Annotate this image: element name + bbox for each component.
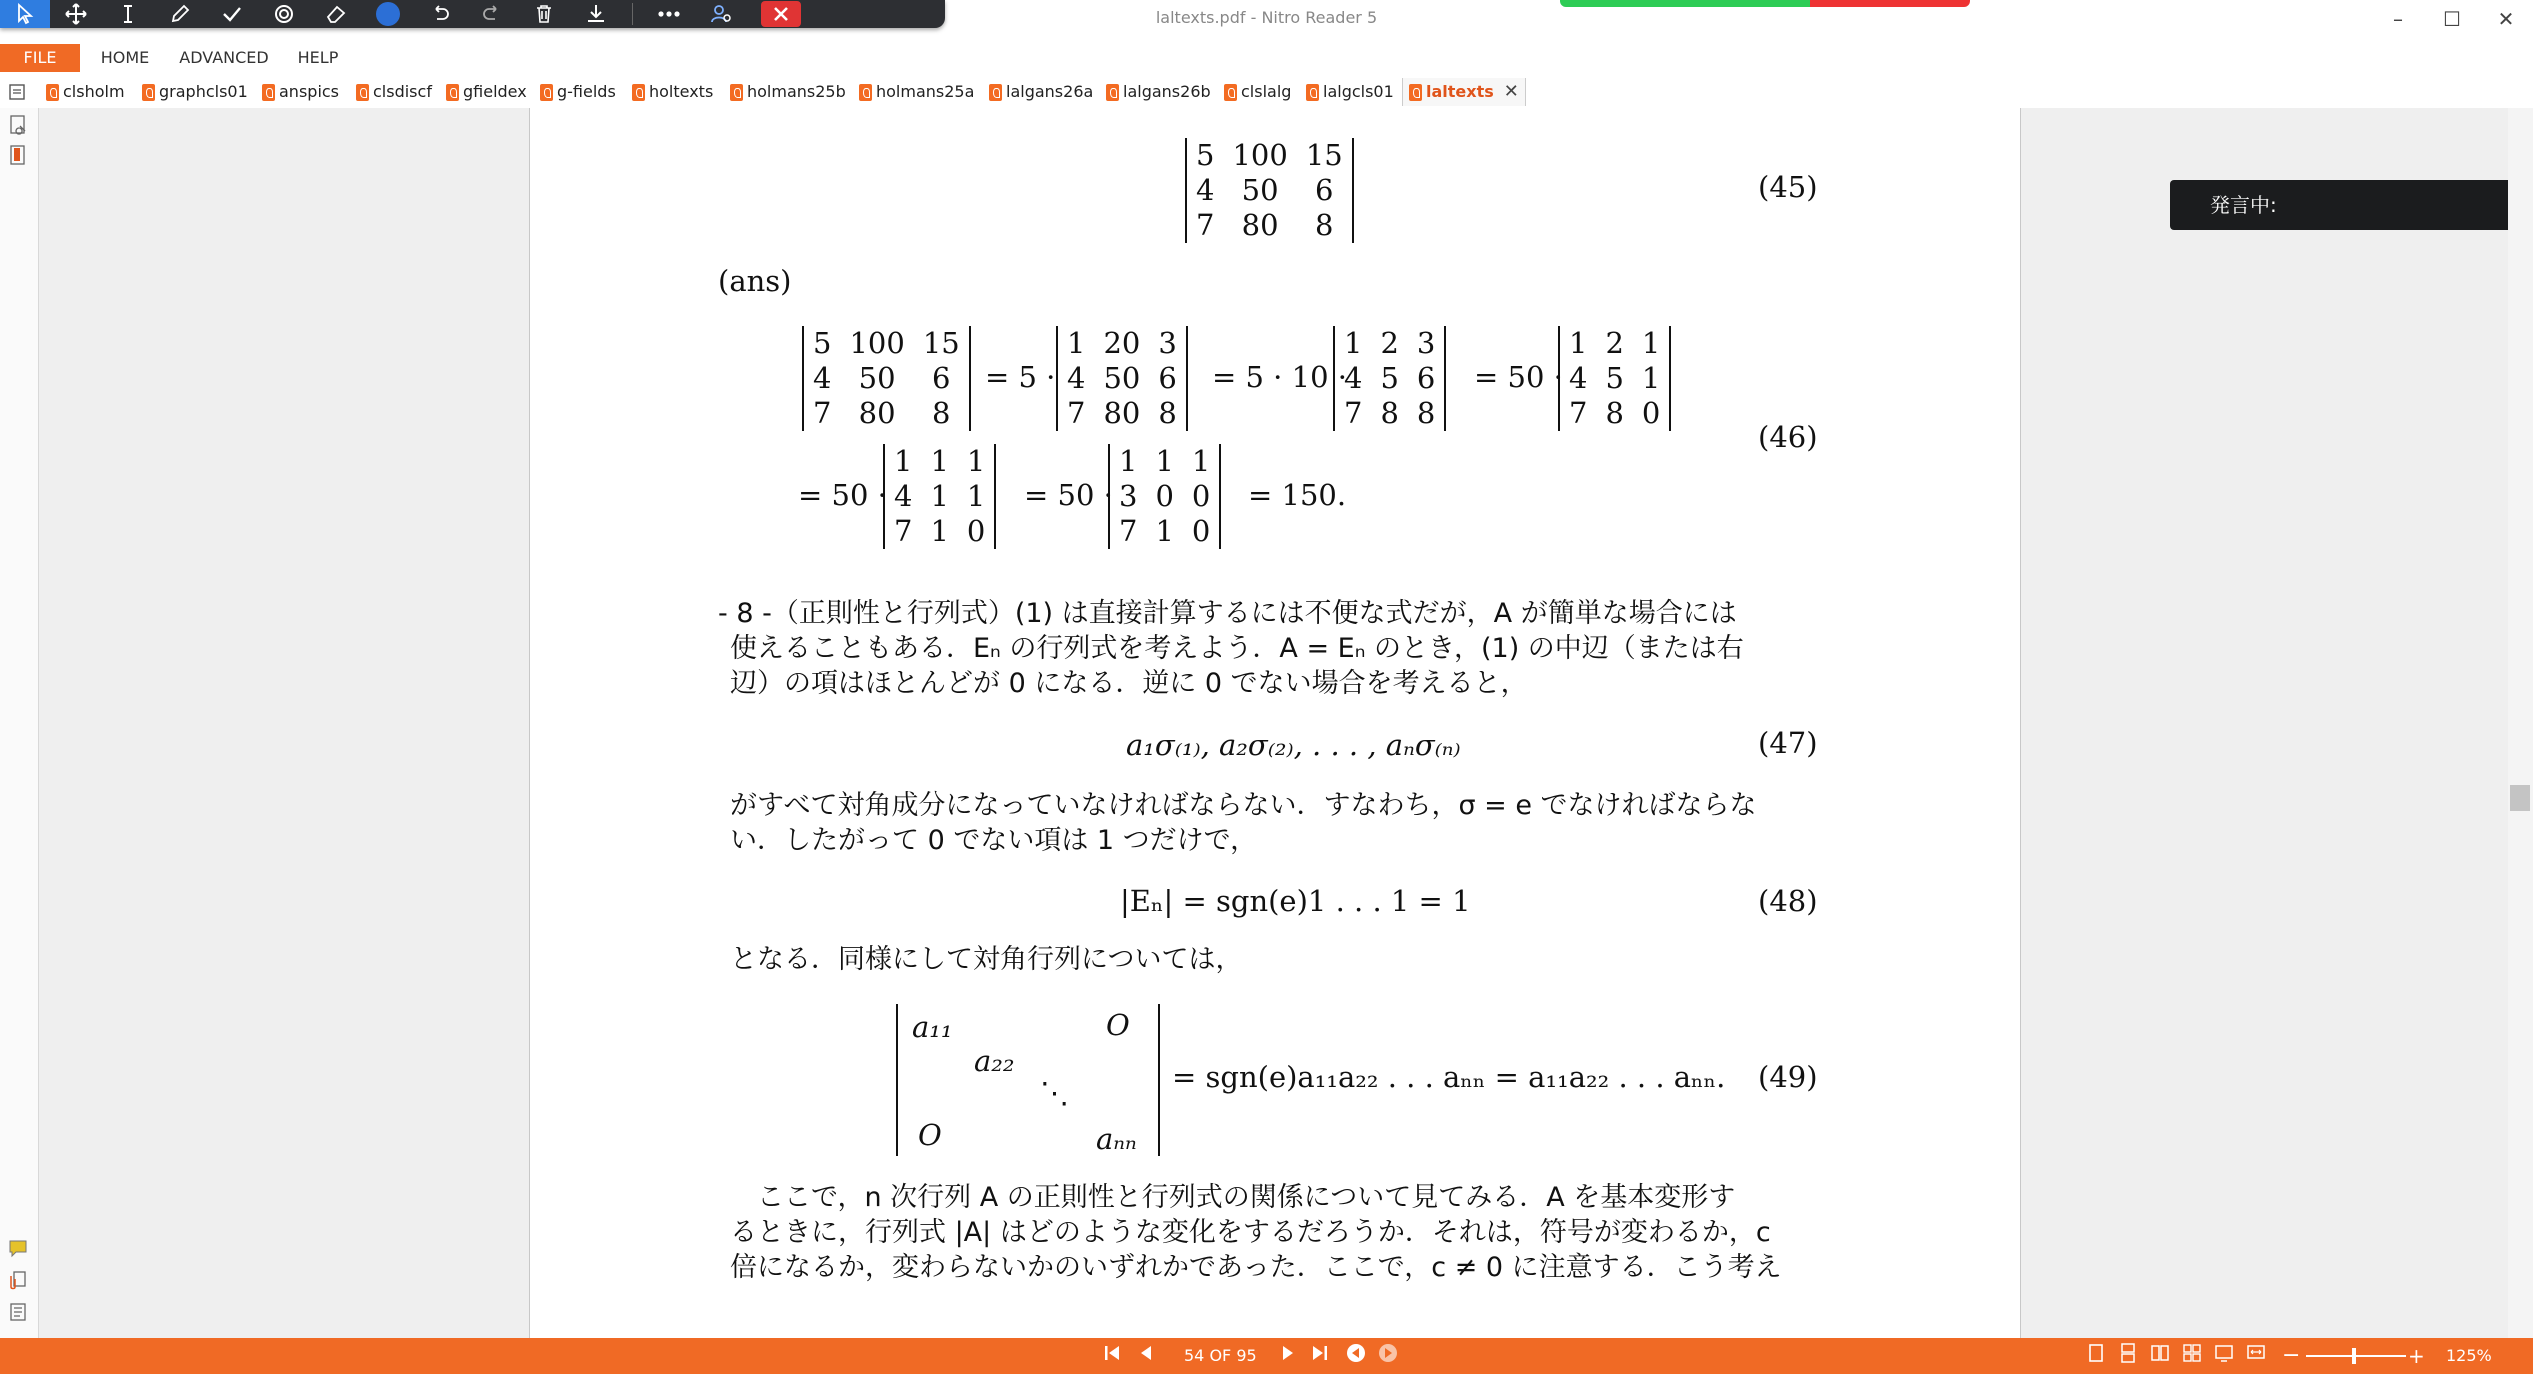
annotation-toolbar [0,0,945,28]
matrix-cell: 5 [1380,361,1399,395]
bookmarks-panel-icon[interactable] [8,144,28,164]
check-icon[interactable] [206,0,258,28]
zoom-slider[interactable] [2306,1355,2406,1357]
matrix-cell: 6 [1315,173,1334,207]
equation-48: |Eₙ| = sgn(e)1 . . . 1 = 1 [1120,884,1471,918]
tab-g-fields[interactable] [540,78,616,106]
determinant-m6 [1108,444,1221,549]
matrix-cell: 1 [930,514,949,548]
pan-icon[interactable] [50,0,102,28]
pdf-icon [632,84,645,101]
matrix-cell: 5 [813,326,832,360]
matrix-cell: 3 [1158,326,1177,360]
pdf-icon [142,84,155,101]
menu-help[interactable]: HELP [297,48,339,67]
tab-laltexts[interactable] [1402,78,1526,106]
diagonal-determinant [896,1004,1160,1156]
speaking-indicator: 発言中: [2170,180,2512,230]
equation-47: a₁σ₍₁₎, a₂σ₍₂₎, . . . , aₙσ₍ₙ₎ [1126,728,1461,762]
pdf-icon [1409,84,1422,101]
matrix-cell: 6 [1158,361,1177,395]
equation-number-49: (49) [1758,1060,1818,1094]
left-panel [0,108,39,1338]
pdf-icon [989,84,1002,101]
matrix-cell: 1 [894,444,913,478]
tab-label: graphcls01 [159,82,248,101]
matrix-cell: 1 [1155,444,1174,478]
matrix-cell: 4 [1344,361,1363,395]
tab-graphcls01[interactable] [142,78,248,106]
determinant-m4 [1558,326,1671,431]
tab-holtexts[interactable] [632,78,713,106]
matrix-cell: 50 [1241,173,1279,207]
tab-lalgcls01[interactable] [1306,78,1394,106]
tab-label: holtexts [649,82,714,101]
matrix-cell: 80 [1241,208,1279,242]
ribbon-menu [0,44,2533,72]
tab-lalgans26a[interactable] [989,78,1093,106]
pdf-icon [1106,84,1119,101]
tab-label: clsdiscf [373,82,432,101]
continuous-view-icon[interactable] [2114,1342,2142,1370]
matrix-cell: 8 [1315,208,1334,242]
equation-operator: = 50 · [1474,360,1563,394]
tab-holmans25a[interactable] [859,78,974,106]
matrix-cell: 7 [1196,208,1215,242]
diag-a22: a₂₂ [974,1044,1015,1078]
determinant-m1 [802,326,971,431]
text-cursor-icon[interactable] [102,0,154,28]
matrix-cell: 1 [966,479,986,513]
redo-icon[interactable] [466,0,518,28]
zoom-out-button[interactable]: − [2282,1343,2301,1368]
matrix-cell: 0 [966,514,986,548]
tab-label: laltexts [1426,82,1494,101]
window-title: laltexts.pdf - Nitro Reader 5 [1155,8,1378,27]
undo-icon[interactable] [414,0,466,28]
tab-clsholm[interactable] [46,78,125,106]
matrix-cell: 50 [1103,361,1141,395]
pdf-icon [540,84,553,101]
equation-number-45: (45) [1758,170,1818,204]
fit-width-icon[interactable] [2242,1342,2270,1370]
document-viewer [39,108,2519,1338]
matrix-cell: 1 [1119,444,1138,478]
pdf-icon [46,84,59,101]
matrix-cell: 1 [930,479,949,513]
tab-close-icon[interactable]: ✕ [1503,81,1519,102]
tab-anspics[interactable] [262,78,339,106]
matrix-cell: 1 [1155,514,1174,548]
minimize-button[interactable]: – [2393,7,2403,31]
equation-number-46: (46) [1758,420,1818,454]
ans-label: (ans) [718,264,792,298]
single-page-view-icon[interactable] [2082,1342,2110,1370]
matrix-cell: 4 [1196,173,1215,207]
tab-lalgans26b[interactable] [1106,78,1211,106]
matrix-cell: 4 [1569,361,1588,395]
matrix-cell: 1 [930,444,949,478]
pages-panel-icon[interactable] [8,114,28,134]
matrix-cell: 0 [1191,479,1211,513]
tab-label: clsholm [63,82,125,101]
menu-file[interactable]: FILE [0,44,80,72]
matrix-cell: 7 [894,514,913,548]
color-icon[interactable] [362,0,414,28]
paragraph-line: るときに，行列式 |A| はどのような変化をするだろうか．それは，符号が変わるか，c [730,1217,1771,1248]
matrix-cell: 7 [1344,396,1363,430]
toolbar-divider [632,3,633,25]
matrix-cell: 100 [849,326,905,360]
zoom-slider-thumb[interactable] [2352,1348,2356,1364]
fit-page-icon[interactable] [2210,1342,2238,1370]
matrix-cell: 80 [858,396,896,430]
matrix-cell: 1 [1569,326,1588,360]
determinant-m2 [1056,326,1188,431]
matrix-cell: 1 [966,444,986,478]
tab-label: clslalg [1241,82,1292,101]
matrix-cell: 1 [1191,444,1211,478]
matrix-cell: 80 [1103,396,1141,430]
matrix-cell: 4 [813,361,832,395]
next-page-icon[interactable] [1274,1342,1302,1370]
matrix-cell: 8 [1416,396,1436,430]
tab-holmans25b[interactable] [730,78,846,106]
matrix-cell: 6 [932,361,951,395]
matrix-cell: 0 [1641,396,1661,430]
facing-view-icon[interactable] [2146,1342,2174,1370]
matrix-cell: 8 [1605,396,1624,430]
matrix-cell: 0 [1155,479,1174,513]
save-icon[interactable] [570,0,622,28]
paragraph-line: - 8 -（正則性と行列式）(1) は直接計算するには不便な式だが，A が簡単な場合には [718,598,1737,629]
matrix-cell: 100 [1232,138,1288,172]
paragraph-line: 辺）の項はほとんどが 0 になる．逆に 0 でない場合を考えると， [730,668,1528,699]
eraser-icon[interactable] [310,0,362,28]
pdf-icon [730,84,743,101]
delete-icon[interactable] [518,0,570,28]
tab-label: g-fields [557,82,616,101]
tab-label: lalgans26a [1006,82,1094,101]
close-icon[interactable] [761,1,801,27]
tab-label: lalgcls01 [1323,82,1394,101]
tab-label: gfieldex [463,82,527,101]
tab-clslalg[interactable] [1224,78,1291,106]
document-tabs [0,72,2533,109]
matrix-cell: 3 [1119,479,1138,513]
equation-49-rhs: = sgn(e)a₁₁a₂₂ . . . aₙₙ = a₁₁a₂₂ . . . aₙₙ. [1172,1060,1726,1094]
matrix-cell: 4 [1067,361,1086,395]
equation-result: = 150. [1248,478,1347,512]
status-bar [0,1338,2533,1374]
comments-panel-icon[interactable] [8,1238,28,1258]
previous-page-icon[interactable] [1132,1342,1160,1370]
pdf-icon [446,84,459,101]
tab-label: holmans25a [876,82,975,101]
matrix-cell: 20 [1103,326,1141,360]
matrix-cell: 15 [922,326,960,360]
matrix-cell: 1 [1344,326,1363,360]
matrix-cell: 7 [1569,396,1588,430]
equation-operator: = 5 · [985,360,1056,394]
matrix-cell: 2 [1605,326,1624,360]
output-panel-icon[interactable] [8,1302,28,1322]
tab-gfieldex[interactable] [446,78,527,106]
diag-a11: a₁₁ [912,1010,953,1044]
matrix-cell: 7 [1067,396,1086,430]
last-page-icon[interactable] [1306,1342,1334,1370]
tab-label: holmans25b [747,82,846,101]
attachments-panel-icon[interactable] [8,1270,28,1290]
stamp-icon[interactable] [258,0,310,28]
pdf-icon [1224,84,1237,101]
matrix-cell: 1 [1067,326,1086,360]
scrollbar-thumb[interactable] [2510,785,2530,811]
close-window-button[interactable]: ✕ [2497,7,2515,31]
matrix-cell: 6 [1416,361,1436,395]
call-status-bar [1560,0,1970,7]
pdf-page [529,108,2021,1338]
zoom-in-button[interactable]: + [2408,1344,2425,1368]
paragraph-line: となる．同様にして対角行列については， [730,944,1243,975]
equation-operator: = 50 · [798,478,887,512]
matrix-cell: 15 [1305,138,1343,172]
equation-number-48: (48) [1758,884,1818,918]
matrix-cell: 4 [894,479,913,513]
menu-home[interactable]: HOME [100,48,150,67]
select-icon[interactable] [0,0,50,28]
first-page-icon[interactable] [1098,1342,1126,1370]
upper-zero-block: O [1106,1008,1130,1042]
equation-operator: = 5 · 10 · [1212,360,1347,394]
pdf-icon [262,84,275,101]
determinant-m5 [883,444,996,549]
equation-number-47: (47) [1758,726,1818,760]
matrix-cell: 2 [1380,326,1399,360]
matrix-cell: 1 [1641,326,1661,360]
matrix-cell: 8 [1380,396,1399,430]
paragraph-line: ここで，n 次行列 A の正則性と行列式の関係について見てみる．A を基本変形す [730,1182,1736,1213]
determinant-eq45 [1185,138,1354,243]
tab-list-icon[interactable] [8,78,26,106]
more-icon[interactable] [643,0,695,28]
matrix-cell: 0 [1191,514,1211,548]
menu-advanced[interactable]: ADVANCED [179,48,269,67]
pdf-icon [859,84,872,101]
paragraph-line: 使えることもある．Eₙ の行列式を考えよう．A = Eₙ のとき，(1) の中辺（または右 [730,633,1744,664]
matrix-cell: 8 [1158,396,1177,430]
user-settings-icon[interactable] [695,0,747,28]
paragraph-line: 倍になるか，変わらないかのいずれかであった．ここで，c ≠ 0 に注意する．こう考え [730,1252,1782,1283]
next-view-icon[interactable] [1374,1342,1402,1370]
diag-ddots: ⋱ [1040,1076,1069,1110]
pen-icon[interactable] [154,0,206,28]
continuous-facing-view-icon[interactable] [2178,1342,2206,1370]
lower-zero-block: O [918,1118,942,1152]
equation-operator: = 50 · [1024,478,1113,512]
previous-view-icon[interactable] [1342,1342,1370,1370]
zoom-level[interactable]: 125% [2446,1346,2492,1365]
tab-label: anspics [279,82,340,101]
maximize-button[interactable]: ☐ [2443,7,2461,31]
pdf-icon [1306,84,1319,101]
pdf-icon [356,84,369,101]
matrix-cell: 3 [1416,326,1436,360]
matrix-cell: 8 [932,396,951,430]
tab-label: lalgans26b [1123,82,1211,101]
vertical-scrollbar[interactable] [2508,108,2533,1338]
diag-ann: aₙₙ [1096,1122,1137,1156]
paragraph-line: がすべて対角成分になっていなければならない．すなわち，σ = e でなければならな [730,790,1757,821]
matrix-cell: 7 [813,396,832,430]
matrix-cell: 5 [1605,361,1624,395]
matrix-cell: 1 [1641,361,1661,395]
matrix-cell: 5 [1196,138,1215,172]
matrix-cell: 7 [1119,514,1138,548]
page-indicator[interactable]: 54 OF 95 [1184,1346,1257,1365]
tab-clsdiscf[interactable] [356,78,432,106]
matrix-cell: 50 [858,361,896,395]
determinant-m3 [1333,326,1446,431]
paragraph-line: い．したがって 0 でない項は 1 つだけで， [730,825,1258,856]
